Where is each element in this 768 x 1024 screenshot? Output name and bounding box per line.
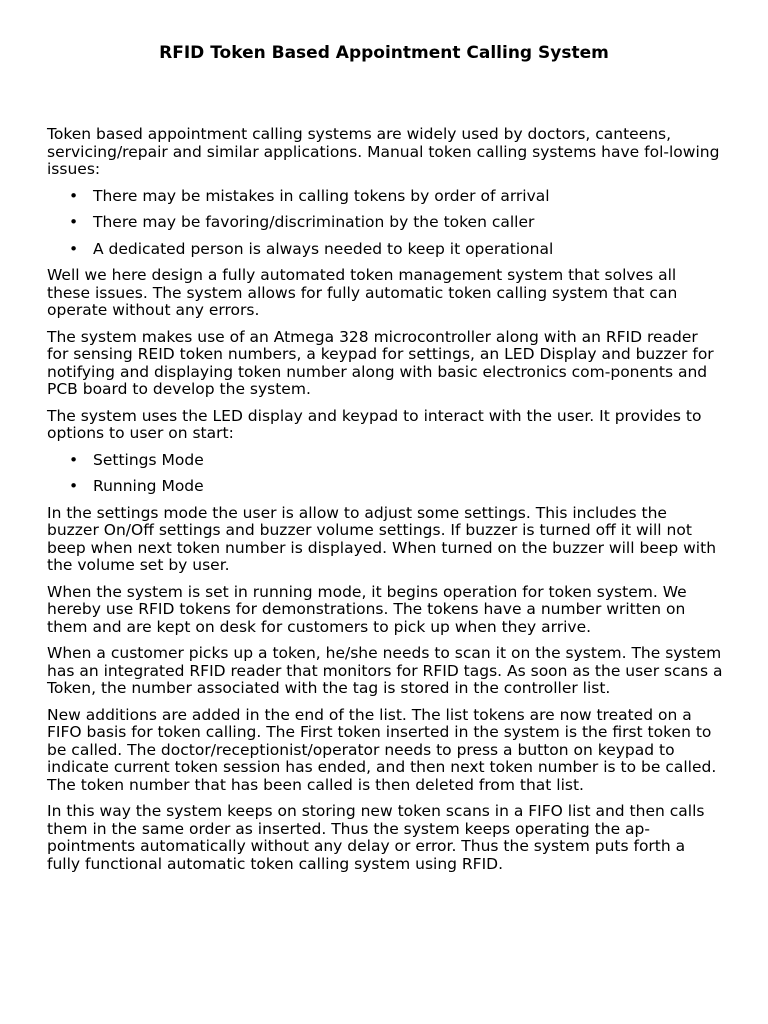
list-item-text: Settings Mode [93, 450, 204, 469]
list-item [47, 478, 723, 496]
paragraph-fifo: New additions are added in the end of the list. The list tokens are now treated on a FIFO basis for token calling. The First token inserted in the system is the first token to be called. The doctor/receptionist/operator needs to press a button on keypad to indicate current token session has ended, and then next token number is to be called. The token number that has been called is then deleted from that list. [47, 705, 717, 794]
paragraph-scan: When a customer picks up a token, he/she needs to scan it on the system. The system has an integrated RFID reader that monitors for RFID tags. As soon as the user scans a Token, the number associated with the tag is stored in the controller list. [47, 644, 723, 697]
list-item [47, 241, 723, 259]
bullet-icon: • [69, 239, 79, 258]
paragraph-settings: In the settings mode the user is allow to adjust some settings. This includes the buzzer On/Off settings and buzzer volume settings. If buzzer is turned off it will not beep when next token number is displayed. When turned on the buzzer will beep with the volume set by user. [47, 503, 717, 574]
paragraph-interaction: The system uses the LED display and keypad to interact with the user. It provides to options to user on start: [47, 406, 702, 442]
issues-list [47, 188, 723, 259]
bullet-icon: • [69, 213, 79, 231]
paragraph-design: Well we here design a fully automated token management system that solves all these issues. The system allows for fully automatic token calling system that can operate without any errors. [47, 266, 678, 319]
list-item-text: There may be mistakes in calling tokens by order of arrival [93, 186, 550, 205]
paragraph-conclusion: In this way the system keeps on storing new token scans in a FIFO list and then calls them in the same order as inserted. Thus the system keeps operating the ap-pointments automatically without any delay or error. Thus the system puts forth a fully functional automatic token calling system using RFID. [47, 802, 705, 873]
bullet-icon: • [69, 186, 79, 205]
document-body [47, 126, 723, 882]
list-item [47, 214, 723, 232]
bullet-icon: • [69, 477, 79, 495]
paragraph-hardware: The system makes use of an Atmega 328 microcontroller along with an RFID reader for sensing REID token numbers, a keypad for settings, an LED Display and buzzer for notifying and displaying token number along with basic electronics com-ponents and PCB board to develop the system. [47, 327, 714, 398]
list-item-text: Running Mode [93, 477, 204, 495]
list-item [47, 188, 723, 206]
bullet-icon: • [69, 450, 79, 469]
paragraph-running: When the system is set in running mode, it begins operation for token system. We hereby use RFID tokens for demonstrations. The tokens have a number written on them and are kept on desk for customers to pick up when they arrive. [47, 582, 687, 636]
list-item-text: A dedicated person is always needed to keep it operational [93, 239, 554, 258]
list-item [47, 452, 723, 470]
modes-list [47, 452, 723, 496]
document-title: RFID Token Based Appointment Calling System [159, 43, 609, 63]
paragraph-intro: Token based appointment calling systems are widely used by doctors, canteens, servicing/repair and similar applications. Manual token calling systems have fol-lowing issues: [47, 125, 720, 178]
list-item-text: There may be favoring/discrimination by the token caller [93, 213, 535, 231]
